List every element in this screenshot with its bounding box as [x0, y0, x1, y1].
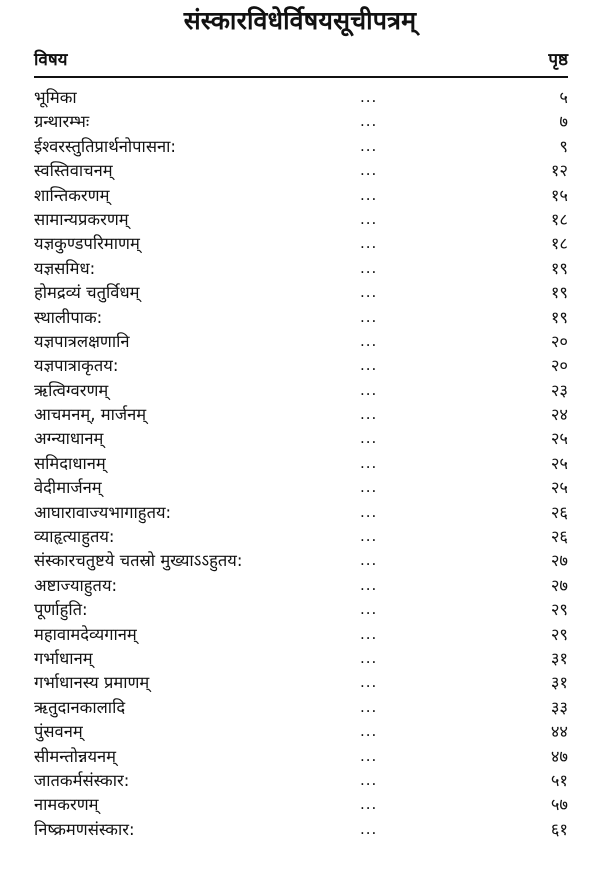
entry-leader-dots: ...	[360, 356, 378, 375]
entry-leader-dots: ...	[360, 185, 378, 204]
entry-title: पूर्णाहुति:	[34, 600, 88, 620]
entry-page-number: ४४	[550, 722, 568, 742]
entry-page-number: १२	[550, 161, 568, 181]
contents-entry	[34, 549, 568, 573]
entry-leader-dots: ...	[360, 161, 378, 180]
entry-leader-dots: ...	[360, 624, 378, 643]
entry-leader-dots: ...	[360, 331, 378, 350]
entry-title: महावामदेव्यगानम्	[34, 624, 137, 644]
entry-title: ऋत्विग्वरणम्	[34, 380, 109, 400]
contents-entry	[34, 501, 568, 525]
contents-entry	[34, 671, 568, 695]
entry-leader-dots: ...	[360, 746, 378, 765]
entry-leader-dots: ...	[360, 112, 378, 131]
entry-title: यज्ञपात्राकृतय:	[34, 356, 119, 376]
entry-leader-dots: ...	[360, 502, 378, 521]
entry-title: गर्भाधानम्	[34, 648, 93, 668]
entry-leader-dots: ...	[360, 478, 378, 497]
entry-title: वेदीमार्जनम्	[34, 478, 102, 498]
entry-page-number: २७	[550, 551, 568, 571]
contents-entry	[34, 86, 568, 110]
entry-leader-dots: ...	[360, 770, 378, 789]
entry-page-number: ७	[559, 112, 568, 132]
subject-column-header: विषय	[34, 50, 68, 70]
contents-header	[34, 46, 568, 74]
contents-entry	[34, 306, 568, 330]
entry-leader-dots: ...	[360, 88, 378, 106]
entry-leader-dots: ...	[360, 697, 378, 716]
entry-leader-dots: ...	[360, 722, 378, 741]
contents-entry	[34, 330, 568, 354]
contents-entry	[34, 452, 568, 476]
contents-entry	[34, 769, 568, 793]
entry-page-number: २४	[550, 405, 568, 425]
contents-entry	[34, 135, 568, 159]
entry-leader-dots: ...	[360, 307, 378, 326]
entry-page-number: २५	[550, 453, 568, 473]
contents-entry	[34, 525, 568, 549]
header-divider	[34, 76, 568, 78]
entry-page-number: २०	[550, 331, 568, 351]
entry-page-number: १९	[550, 258, 568, 278]
entry-page-number: २९	[550, 624, 568, 644]
contents-entry	[34, 257, 568, 281]
entry-page-number: ४७	[550, 746, 568, 766]
contents-entry	[34, 818, 568, 842]
entry-page-number: १८	[550, 234, 568, 254]
page-column-header: पृष्ठ	[548, 50, 568, 70]
entry-page-number: ३१	[550, 673, 568, 693]
entry-leader-dots: ...	[360, 453, 378, 472]
contents-entry	[34, 696, 568, 720]
entry-title: यज्ञपात्रलक्षणानि	[34, 331, 130, 351]
entry-title: स्थालीपाक:	[34, 307, 103, 327]
entry-page-number: ९	[559, 136, 568, 156]
contents-entry	[34, 110, 568, 134]
entry-page-number: ६१	[550, 819, 568, 839]
entry-title: जातकर्मसंस्कार:	[34, 770, 130, 790]
entry-page-number: २६	[550, 502, 568, 522]
entry-leader-dots: ...	[360, 795, 378, 814]
entry-leader-dots: ...	[360, 575, 378, 594]
page-title: संस्कारविधेर्विषयसूचीपत्रम्	[183, 6, 417, 35]
contents-entry	[34, 403, 568, 427]
entry-leader-dots: ...	[360, 234, 378, 253]
contents-entry	[34, 159, 568, 183]
contents-entry	[34, 476, 568, 500]
entry-title: सीमन्तोन्नयनम्	[34, 746, 117, 766]
entry-title: व्याहृत्याहुतय:	[34, 527, 115, 547]
entry-page-number: ३३	[550, 697, 568, 717]
entry-leader-dots: ...	[360, 600, 378, 619]
entry-title: शान्तिकरणम्	[34, 185, 110, 205]
entry-title: आचमनम्, मार्जनम्	[34, 405, 147, 425]
entry-leader-dots: ...	[360, 380, 378, 399]
entry-leader-dots: ...	[360, 527, 378, 546]
contents-entry	[34, 793, 568, 817]
contents-entry	[34, 598, 568, 622]
contents-entry	[34, 184, 568, 208]
entry-leader-dots: ...	[360, 819, 378, 838]
entry-title: यज्ञकुण्डपरिमाणम्	[34, 234, 140, 254]
contents-entry	[34, 232, 568, 256]
entry-title: यज्ञसमिध:	[34, 258, 96, 278]
entry-page-number: ५	[559, 88, 568, 107]
entry-page-number: २३	[550, 380, 568, 400]
entry-title: गर्भाधानस्य प्रमाणम्	[34, 673, 150, 693]
entry-page-number: २७	[550, 575, 568, 595]
entry-leader-dots: ...	[360, 283, 378, 302]
entry-page-number: २९	[550, 600, 568, 620]
entry-title: पुंसवनम्	[34, 722, 83, 742]
entry-leader-dots: ...	[360, 648, 378, 667]
entry-title: भूमिका	[34, 88, 77, 107]
contents-entry	[34, 354, 568, 378]
entry-leader-dots: ...	[360, 429, 378, 448]
entry-title: समिदाधानम्	[34, 453, 106, 473]
entry-leader-dots: ...	[360, 551, 378, 570]
entry-title: स्वस्तिवाचनम्	[34, 161, 113, 181]
entry-title: आघारावाज्यभागाहुतय:	[34, 502, 172, 522]
entry-page-number: १९	[550, 283, 568, 303]
entry-leader-dots: ...	[360, 136, 378, 155]
entry-leader-dots: ...	[360, 258, 378, 277]
entry-page-number: १९	[550, 307, 568, 327]
entry-title: अग्न्याधानम्	[34, 429, 104, 449]
contents-entry	[34, 379, 568, 403]
contents-entry	[34, 720, 568, 744]
entry-page-number: १५	[550, 185, 568, 205]
entry-title: ईश्वरस्तुतिप्रार्थनोपासना:	[34, 136, 176, 156]
contents-entry	[34, 745, 568, 769]
entry-title: संस्कारचतुष्टये चतस्रो मुख्याऽऽहुतय:	[34, 551, 243, 571]
entry-title: अष्टाज्याहुतय:	[34, 575, 118, 595]
contents-entry	[34, 647, 568, 671]
contents-entry	[34, 281, 568, 305]
contents-entry	[34, 427, 568, 451]
entry-page-number: ३१	[550, 648, 568, 668]
entry-title: सामान्यप्रकरणम्	[34, 209, 129, 229]
entry-title: नामकरणम्	[34, 795, 99, 815]
contents-entry	[34, 623, 568, 647]
entry-title: निष्क्रमणसंस्कार:	[34, 819, 135, 839]
entry-page-number: २५	[550, 429, 568, 449]
contents-entry	[34, 208, 568, 232]
contents-entry	[34, 574, 568, 598]
entry-page-number: २०	[550, 356, 568, 376]
entry-page-number: १८	[550, 209, 568, 229]
entry-page-number: २५	[550, 478, 568, 498]
entry-leader-dots: ...	[360, 209, 378, 228]
entry-title: ग्रन्थारम्भः	[34, 112, 90, 132]
entry-page-number: ५७	[550, 795, 568, 815]
entry-leader-dots: ...	[360, 405, 378, 424]
entry-leader-dots: ...	[360, 673, 378, 692]
entry-page-number: २६	[550, 527, 568, 547]
entry-title: ऋतुदानकालादि	[34, 697, 126, 717]
entry-title: होमद्रव्यं चतुर्विधम्	[34, 283, 140, 303]
contents-list	[34, 86, 568, 842]
entry-page-number: ५१	[550, 770, 568, 790]
